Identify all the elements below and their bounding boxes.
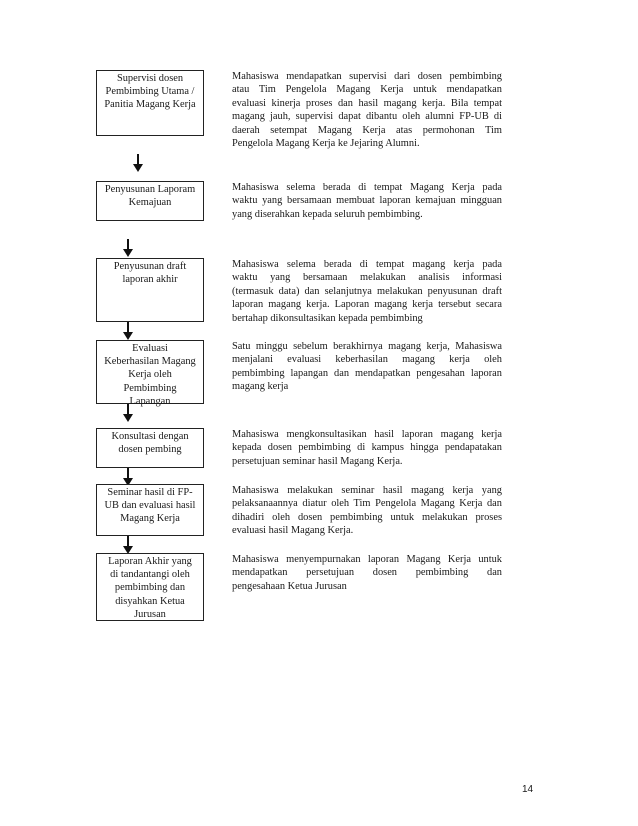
description-line: Satu minggu sebelum berakhirnya magang kerja, Mahasiswa xyxy=(232,341,502,352)
description-line: evaluasi hasil Magang Kerja. xyxy=(232,525,354,537)
flow-step-box-line: dosen pembing xyxy=(118,444,182,456)
flow-step-box-line: disyahkan Ketua xyxy=(115,595,185,607)
down-arrow-icon xyxy=(123,239,133,257)
description-line: bertahap dikonsultasikan kepada pembimbing xyxy=(232,312,423,324)
description-line: yang diserahkan kepada seluruh pembimbing. xyxy=(232,208,423,220)
flow-step-box-line: Panitia Magang Kerja xyxy=(104,99,196,111)
description-line: waktu yang bersamaan membuat laporan kemajuan mingguan xyxy=(232,195,502,207)
description-line: pelaksanaannya diatur oleh Tim Pengelola Magang Kerja dan xyxy=(232,498,502,510)
description-line: atau Tim Pengelola Magang Kerja untuk mendapatkan xyxy=(232,84,502,96)
flow-step-box-line: Konsultasi dengan xyxy=(111,431,189,442)
flow-step-description-3 xyxy=(232,258,502,325)
description-line: magang kerja xyxy=(232,381,289,393)
flow-step-box-1 xyxy=(96,70,204,136)
flow-step-box-line: Lapangan xyxy=(129,395,171,407)
description-line: Mahasiswa mengkonsultasikan hasil laporan magang kerja xyxy=(232,429,502,440)
description-line: persetujuan seminar hasil Magang Kerja. xyxy=(232,455,403,467)
flow-step-description-4 xyxy=(232,340,502,394)
description-line: Mahasiswa selema berada di tempat Magang Kerja pada xyxy=(232,182,502,193)
flow-step-box-line: Seminar hasil di FP- xyxy=(107,487,193,498)
description-line: menjalani evaluasi keberhasilan magang kerja oleh xyxy=(232,354,502,366)
description-line: pengesahaan Ketua Jurusan xyxy=(232,580,347,592)
flow-step-box-line: Evaluasi xyxy=(132,343,168,354)
flow-step-box-line: Penyusunan draft xyxy=(113,261,187,272)
flow-step-box-line: Supervisi dosen xyxy=(116,73,184,84)
description-line: kepada dosen pembimbing di kampus hingga pendapatakan xyxy=(232,442,502,454)
down-arrow-icon xyxy=(123,322,133,340)
flow-step-box-6 xyxy=(96,484,204,536)
description-line: laporan magang kerja. Laporan magang kerja tersebut secara xyxy=(232,299,502,311)
description-line: evaluasi kinerja proses dan hasil magang kerja. Bila tempat xyxy=(232,97,502,109)
description-line: waktu yang bersamaan melakukan analisis informasi xyxy=(232,272,502,284)
flow-step-box-line: Kemajuan xyxy=(128,197,172,209)
flow-step-box-line: Penyusunan Laporam xyxy=(104,184,196,195)
flow-step-box-line: Keberhasilan Magang xyxy=(104,356,196,368)
description-line: dihadiri oleh dosen pembimbing untuk melakukan proses xyxy=(232,511,502,523)
description-line: Mahasiswa menyempurnakan laporan Magang Kerja untuk xyxy=(232,554,502,565)
description-line: daerah setempat Magang Kerja atas permohonan Tim xyxy=(232,124,502,136)
flow-step-box-line: di tandantangi oleh xyxy=(110,569,190,581)
flow-step-box-line: Jurusan xyxy=(134,608,166,620)
down-arrow-icon xyxy=(133,154,143,172)
flow-step-box-3 xyxy=(96,258,204,322)
down-arrow-icon xyxy=(123,536,133,554)
description-line: Mahasiswa selema berada di tempat magang kerja pada xyxy=(232,259,502,270)
flow-step-box-line: Magang Kerja xyxy=(120,513,180,525)
flow-step-box-line: Kerja oleh xyxy=(128,369,172,381)
flow-step-description-1 xyxy=(232,70,502,150)
page-number: 14 xyxy=(522,784,534,795)
flow-step-box-line: pembimbing dan xyxy=(114,582,186,594)
flow-step-description-6 xyxy=(232,484,502,538)
flow-step-box-line: Pembimbing Utama / xyxy=(105,86,195,98)
flow-step-box-line: Pembimbing xyxy=(123,382,177,394)
description-line: Mahasiswa mendapatkan supervisi dari dosen pembimbing xyxy=(232,71,502,82)
flow-step-box-2 xyxy=(96,181,204,221)
description-line: pembimbing lapangan dan mendapatkan pengesahan laporan xyxy=(232,367,502,379)
flow-step-box-4 xyxy=(96,340,204,407)
flow-step-box-line: Laporan Akhir yang xyxy=(108,556,192,567)
flow-step-box-5 xyxy=(96,428,204,468)
flow-step-box-7 xyxy=(96,553,204,621)
description-line: Mahasiswa melakukan seminar hasil magang kerja yang xyxy=(232,485,502,496)
flow-step-box-line: UB dan evaluasi hasil xyxy=(104,500,196,512)
down-arrow-icon xyxy=(123,404,133,422)
description-line: (termasuk data) dan selanjutnya melakukan penyusunan draft xyxy=(232,285,502,297)
description-line: Pengelola Magang Kerja ke Jejaring Alumni. xyxy=(232,138,420,150)
description-line: magang jauh, supervisi dapat dibantu oleh alumni FP-UB di xyxy=(232,111,502,123)
flow-step-description-5 xyxy=(232,428,502,468)
flow-step-box-line: laporan akhir xyxy=(122,274,178,286)
flow-step-description-7 xyxy=(232,553,502,593)
description-line: mendapatkan persetujuan dosen pembimbing dan xyxy=(232,567,502,579)
flow-step-description-2 xyxy=(232,181,502,221)
